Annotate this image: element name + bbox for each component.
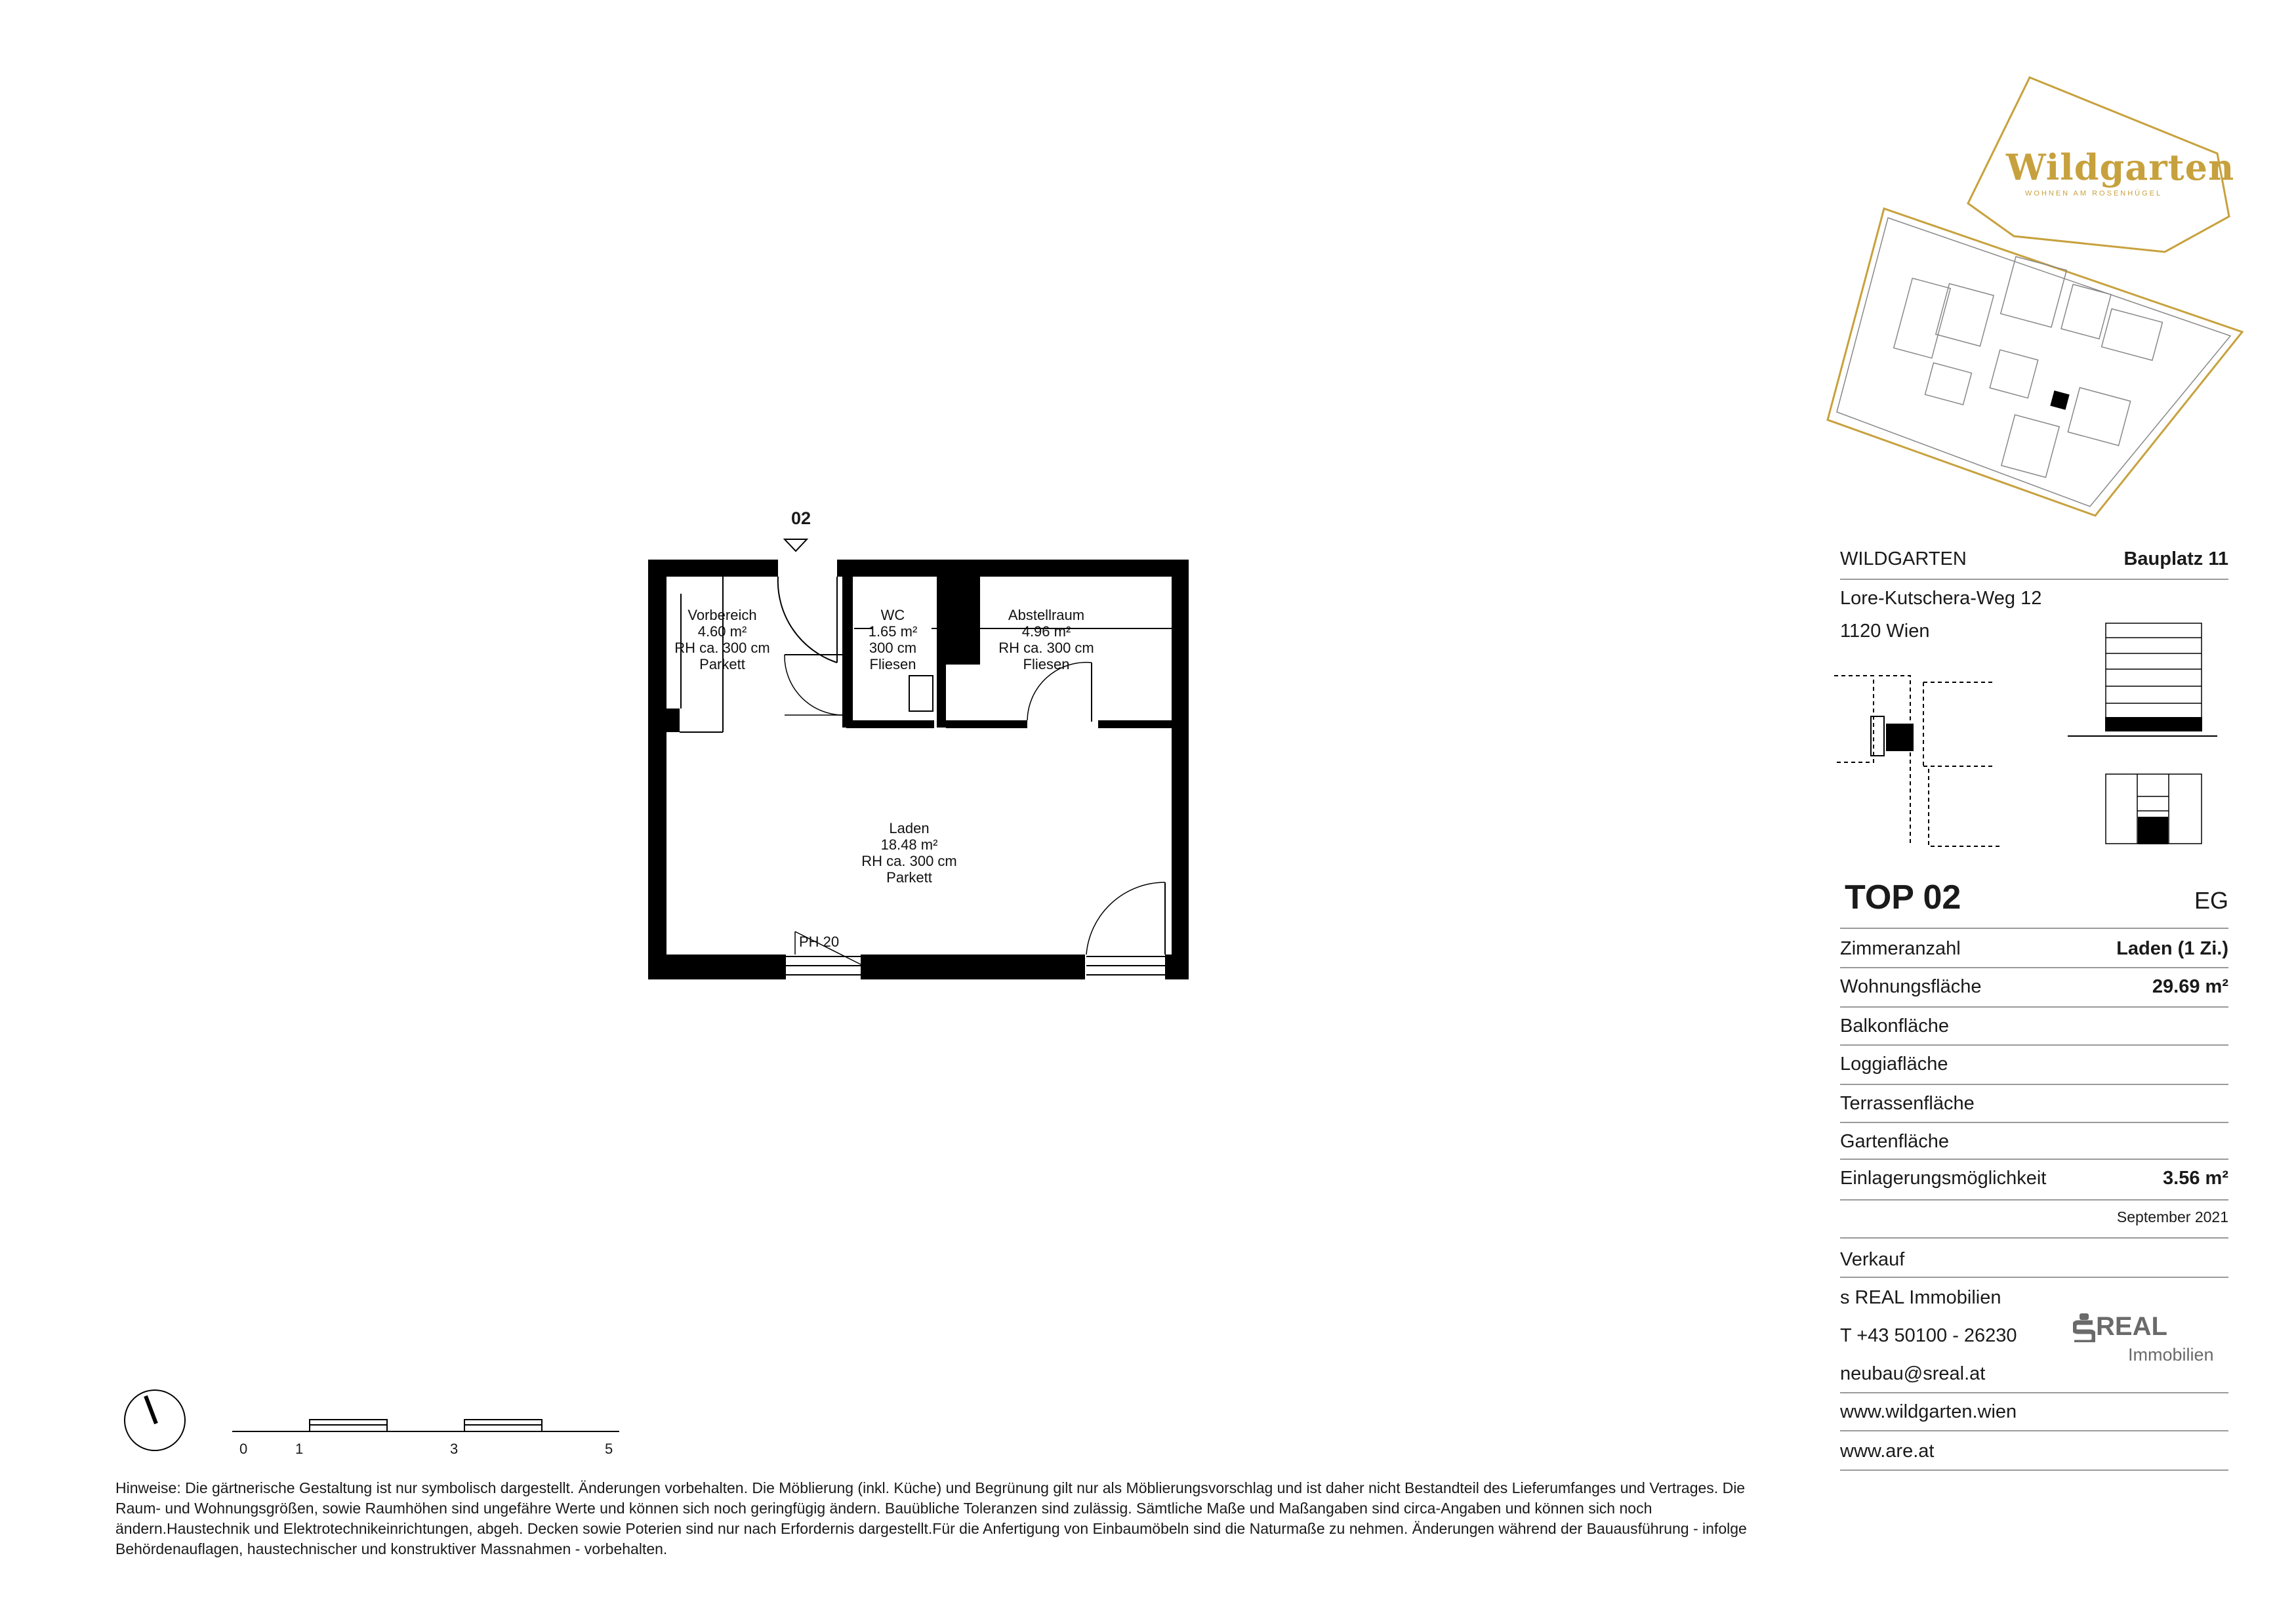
ph-label: PH 20 bbox=[799, 934, 840, 950]
divider bbox=[1840, 1392, 2228, 1393]
link-wildgarten[interactable]: www.wildgarten.wien bbox=[1840, 1401, 2017, 1422]
divider bbox=[1840, 579, 2228, 580]
room-label-abstellraum: Abstellraum 4.96 m² RH ca. 300 cm Fliesen bbox=[998, 607, 1094, 672]
divider bbox=[1840, 1084, 2228, 1085]
info-row-terrassenflaeche: Terrassenfläche bbox=[1840, 1093, 1975, 1114]
scale-label-0: 0 bbox=[239, 1441, 248, 1457]
north-arrow-icon bbox=[125, 1390, 185, 1450]
city: 1120 Wien bbox=[1840, 621, 1930, 642]
info-row-wohnungsflaeche: Wohnungsfläche 29.69 m² bbox=[1840, 976, 2228, 997]
entry-number: 02 bbox=[791, 508, 811, 528]
project-name: WILDGARTEN bbox=[1840, 548, 1967, 569]
link-are[interactable]: www.are.at bbox=[1840, 1441, 1935, 1462]
contact-email[interactable]: neubau@sreal.at bbox=[1840, 1363, 1986, 1384]
divider bbox=[1840, 1159, 2228, 1160]
building-diagram bbox=[1834, 623, 2217, 846]
info-row-balkonflaeche: Balkonfläche bbox=[1840, 1016, 1950, 1037]
unit-floor: EG bbox=[2194, 887, 2228, 914]
divider bbox=[1840, 928, 2228, 929]
wildgarten-tagline: WOHNEN AM ROSENHÜGEL bbox=[2025, 190, 2163, 197]
info-row-gartenflaeche: Gartenfläche bbox=[1840, 1131, 1950, 1152]
contact-phone: T +43 50100 - 26230 bbox=[1840, 1325, 2017, 1346]
divider bbox=[1840, 967, 2228, 968]
plan-date: September 2021 bbox=[2116, 1208, 2228, 1225]
room-label-vorbereich: Vorbereich 4.60 m² RH ca. 300 cm Parkett bbox=[674, 607, 770, 672]
info-row-zimmeranzahl: Zimmeranzahl Laden (1 Zi.) bbox=[1840, 938, 2228, 959]
sreal-logo: REAL bbox=[2096, 1312, 2167, 1341]
divider bbox=[1840, 1237, 2228, 1239]
street: Lore-Kutschera-Weg 12 bbox=[1840, 588, 2042, 609]
scale-bar bbox=[232, 1420, 619, 1431]
divider bbox=[1840, 1006, 2228, 1008]
scale-label-5: 5 bbox=[605, 1441, 613, 1457]
contact-company: s REAL Immobilien bbox=[1840, 1287, 2001, 1308]
divider bbox=[1840, 1122, 2228, 1123]
scale-label-3: 3 bbox=[450, 1441, 459, 1457]
entry-marker bbox=[785, 539, 807, 551]
divider bbox=[1840, 1277, 2228, 1278]
divider bbox=[1840, 1044, 2228, 1046]
disclaimer: Hinweise: Die gärtnerische Gestaltung ist nur symbolisch dargestellt. Änderungen vorbehalten. Die Möblierung (inkl. Küche) und Begrünung gilt nur als Möblierungsvorschlag und ist daher nicht Bestandteil des Lieferumfanges und Vertrages. Die Raum- und Wohnungsgrößen, sowie Raumhöhen sind ungefähre Werte und können sich noch geringfügig ändern. Bauübliche Toleranzen sind zulässig. Sämtliche Maße und Maßangaben sind circa-Angaben und können sich noch ändern.Haustechnik und Elektrotechnikeinrichtungen, abgeh. Decken sowie Poterien sind nur nach Erfordernis dargestellt.Für die Anfertigung von Einbaumöbeln sind die Naturmaße zu nehmen. Änderungen während der Bauausführung - infolge Behördenauflagen, haustechnischer und konstruktiver Massnahmen - vorbehalten. bbox=[115, 1479, 1747, 1557]
unit-title: TOP 02 bbox=[1845, 878, 1961, 916]
wildgarten-logo: Wildgarten bbox=[2006, 146, 2235, 188]
divider bbox=[1840, 1430, 2228, 1431]
plot-number: Bauplatz 11 bbox=[2123, 548, 2228, 569]
contact-heading: Verkauf bbox=[1840, 1249, 1905, 1270]
info-row-loggiaflaeche: Loggiafläche bbox=[1840, 1054, 1948, 1075]
scale-label-1: 1 bbox=[295, 1441, 304, 1457]
sreal-s-icon bbox=[2073, 1313, 2095, 1342]
sreal-logo-sub: Immobilien bbox=[2128, 1345, 2214, 1365]
project-row bbox=[1840, 548, 2228, 570]
site-map bbox=[1828, 77, 2242, 516]
info-row-einlagerung: Einlagerungsmöglichkeit 3.56 m² bbox=[1840, 1168, 2228, 1189]
divider bbox=[1840, 1199, 2228, 1201]
divider bbox=[1840, 1469, 2228, 1471]
room-label-wc: WC 1.65 m² 300 cm Fliesen bbox=[868, 607, 918, 672]
room-label-laden: Laden 18.48 m² RH ca. 300 cm Parkett bbox=[861, 820, 957, 886]
